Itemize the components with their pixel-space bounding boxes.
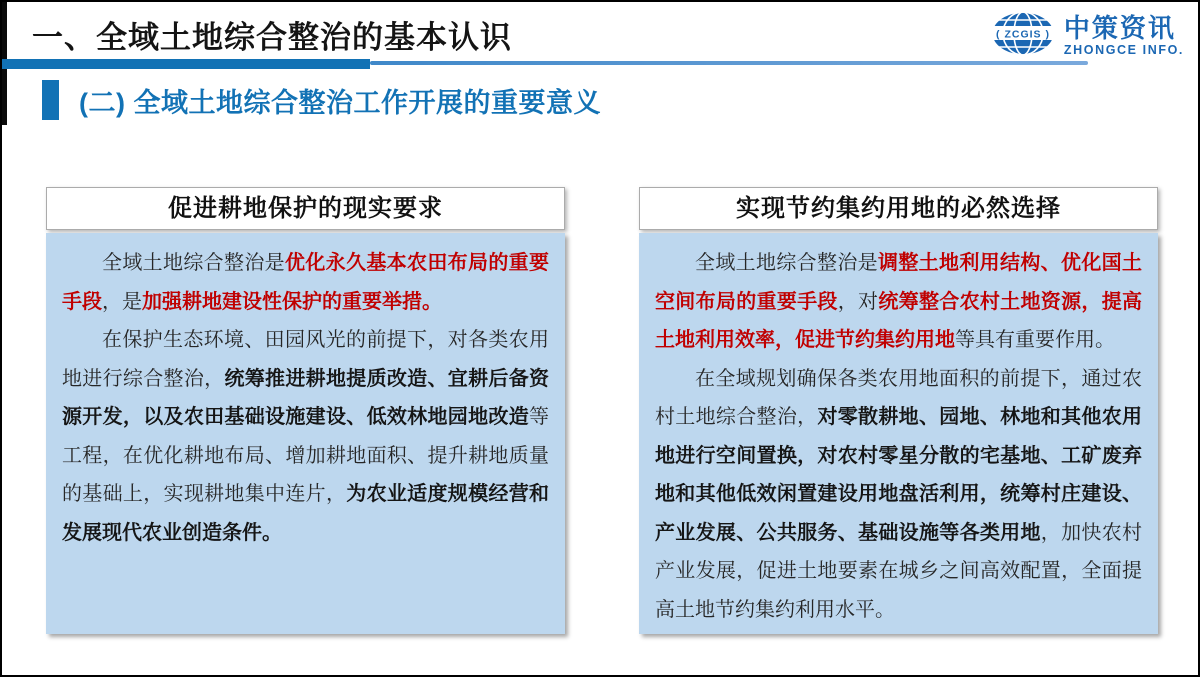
company-logo: [990, 10, 1184, 62]
card-title: 促进耕地保护的现实要求: [46, 187, 565, 230]
text-segment-bold: 统筹推进耕地提质改造、宜耕后备资源开发，以及农田基础设施建设、低效林地园地改造: [62, 367, 550, 428]
card-body: [46, 233, 565, 634]
card-paragraph: [62, 244, 549, 321]
card-farmland-protection: [46, 187, 565, 634]
text-segment-normal: 等工程，在优化耕地布局、增加耕地面积、提升耕地质量的基础上，实现耕地集中连片，: [62, 406, 549, 505]
subtitle-bullet-square: [42, 80, 59, 120]
page-title: 一、全域土地综合整治的基本认识: [32, 20, 512, 55]
text-segment-normal: 等具有重要作用。: [955, 329, 1115, 351]
card-paragraph: [655, 244, 1142, 360]
text-segment-bold: 对零散耕地、园地、林地和其他农用地进行空间置换，对农村零星分散的宅基地、工矿废弃地和其他低效闲置建设用地盘活利用，统筹村庄建设、产业发展、公共服务、基础设施等各类用地: [655, 406, 1143, 544]
text-segment-normal: 全域土地综合整治是: [695, 252, 878, 274]
text-segment-normal: ，加快农村产业发展，促进土地要素在城乡之间高效配置，全面提高土地节约集约利用水平。: [655, 521, 1143, 621]
section-subtitle: [42, 80, 601, 120]
card-paragraph: [62, 321, 549, 552]
text-segment-bold: 为农业适度规模经营和发展现代农业创造条件。: [62, 483, 550, 544]
subtitle-text: (二) 全域土地综合整治工作开展的重要意义: [79, 87, 601, 118]
text-segment-red: 加强耕地建设性保护的重要举措。: [142, 290, 442, 313]
logo-text: [1064, 15, 1184, 57]
text-segment-normal: ，是: [102, 290, 142, 313]
header-underline-thin: [370, 61, 1088, 65]
header-underline-thick: [2, 59, 370, 69]
logo-name-en: ZHONGCE INFO.: [1063, 43, 1184, 58]
text-segment-red: 调整土地利用结构、优化国土空间布局的重要手段: [655, 252, 1142, 313]
text-segment-red: 统筹整合农村土地资源，提高土地利用效率，促进节约集约用地: [655, 290, 1143, 351]
card-paragraph: [655, 360, 1142, 630]
text-segment-normal: 在全域规划确保各类农用地面积的前提下，通过农村土地综合整治，: [655, 367, 1142, 428]
svg-text:( ZCGIS ): ( ZCGIS ): [995, 28, 1050, 41]
logo-name-cn: 中策资讯: [1063, 13, 1176, 44]
globe-icon: [990, 10, 1056, 62]
text-segment-normal: 全域土地综合整治是: [102, 252, 285, 274]
card-title: 实现节约集约用地的必然选择: [639, 187, 1158, 230]
card-body: [639, 233, 1158, 634]
card-intensive-land-use: [639, 187, 1158, 634]
text-segment-normal: ，对: [837, 290, 879, 313]
text-segment-normal: 在保护生态环境、田园风光的前提下，对各类农用地进行综合整治，: [62, 329, 549, 390]
text-segment-red: 优化永久基本农田布局的重要手段: [62, 252, 549, 313]
